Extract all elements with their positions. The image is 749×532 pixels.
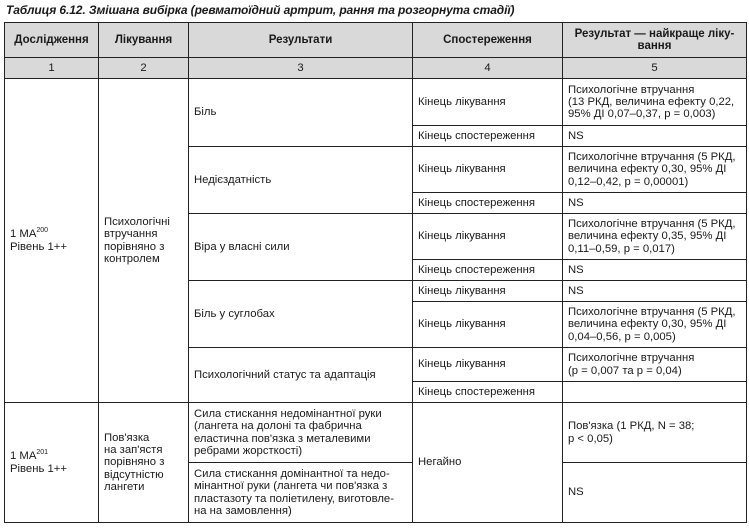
outcome-cell: Сила стискання домінантної та недо- мінантної руки (лангета чи пов'язка з пластазоту та поліетилену, виготовле- на на замовлення): [189, 463, 413, 523]
column-number: 3: [189, 58, 413, 79]
study-id: 1 МА: [10, 228, 37, 241]
header-study: Дослідження: [5, 23, 99, 58]
result-cell: Психологічне втручання (13 РКД, величина ефекту 0,22, 95% ДІ 0,07–0,37, р = 0,003): [563, 79, 747, 126]
column-number: 5: [563, 58, 747, 79]
outcome-cell: Біль у суглобах: [189, 281, 413, 348]
study-cell: [5, 79, 99, 403]
observation-cell: Кінець лікування: [413, 348, 563, 382]
results-table: [4, 22, 747, 523]
observation-cell: Кінець спостереження: [413, 382, 563, 403]
column-number: 2: [99, 58, 189, 79]
observation-cell: Кінець лікування: [413, 147, 563, 193]
outcome-cell: Віра у власні сили: [189, 214, 413, 281]
outcome-cell: Недієздатність: [189, 147, 413, 214]
result-cell: NS: [563, 281, 747, 302]
study-reference: 200: [36, 227, 49, 235]
column-number-row: [5, 58, 747, 79]
observation-cell: Кінець спостереження: [413, 260, 563, 281]
header-results: Результати: [189, 23, 413, 58]
outcome-cell: Біль: [189, 79, 413, 147]
study-cell: [5, 403, 99, 523]
table-caption: Таблиця 6.12. Змішана вибірка (ревматоїдний артрит, рання та розгорнута стадії): [6, 3, 515, 17]
observation-cell: Кінець лікування: [413, 302, 563, 348]
result-cell: Пов'язка (1 РКД, N = 38; р < 0,05): [563, 403, 747, 463]
result-cell: NS: [563, 260, 747, 281]
result-cell: NS: [563, 463, 747, 523]
result-cell: [563, 382, 747, 403]
header-best-treatment: Результат — найкраще ліку- вання: [563, 23, 747, 58]
outcome-cell: Психологічний статус та адаптація: [189, 348, 413, 403]
header-observation: Спостереження: [413, 23, 563, 58]
treatment-cell: Пов'язка на зап'ястя порівняно з відсутністю лангети: [99, 403, 189, 523]
observation-cell: Кінець лікування: [413, 281, 563, 302]
result-cell: NS: [563, 126, 747, 147]
study-level: Рівень 1++: [10, 240, 67, 253]
treatment-cell: Психологічні втручання порівняно з контролем: [99, 79, 189, 403]
result-cell: Психологічне втручання (5 РКД, величина ефекту 0,35, 95% ДІ 0,11–0,59, р = 0,017): [563, 214, 747, 260]
observation-cell: Кінець спостереження: [413, 126, 563, 147]
header-row: [5, 23, 747, 58]
study-id: 1 МА: [10, 450, 37, 463]
outcome-cell: Сила стискання недомінантної руки (лангета на долоні та фабрична еластична пов'язка з металевими ребрами жорсткості): [189, 403, 413, 463]
result-cell: Психологічне втручання (5 РКД, величина ефекту 0,30, 95% ДІ 0,12–0,42, р = 0,00001): [563, 147, 747, 193]
result-cell: Психологічне втручання (5 РКД, величина ефекту 0,30, 95% ДІ 0,04–0,56, р = 0,005): [563, 302, 747, 348]
study-level: Рівень 1++: [10, 462, 67, 475]
observation-cell: Кінець лікування: [413, 214, 563, 260]
observation-cell: Кінець лікування: [413, 79, 563, 126]
column-number: 1: [5, 58, 99, 79]
observation-cell: Кінець спостереження: [413, 193, 563, 214]
observation-cell: Негайно: [413, 403, 563, 523]
study-reference: 201: [36, 449, 49, 457]
result-cell: Психологічне втручання (р = 0,007 та р = 0,04): [563, 348, 747, 382]
header-treatment: Лікування: [99, 23, 189, 58]
result-cell: NS: [563, 193, 747, 214]
column-number: 4: [413, 58, 563, 79]
table-row: [5, 79, 747, 126]
table-row: [5, 403, 747, 463]
